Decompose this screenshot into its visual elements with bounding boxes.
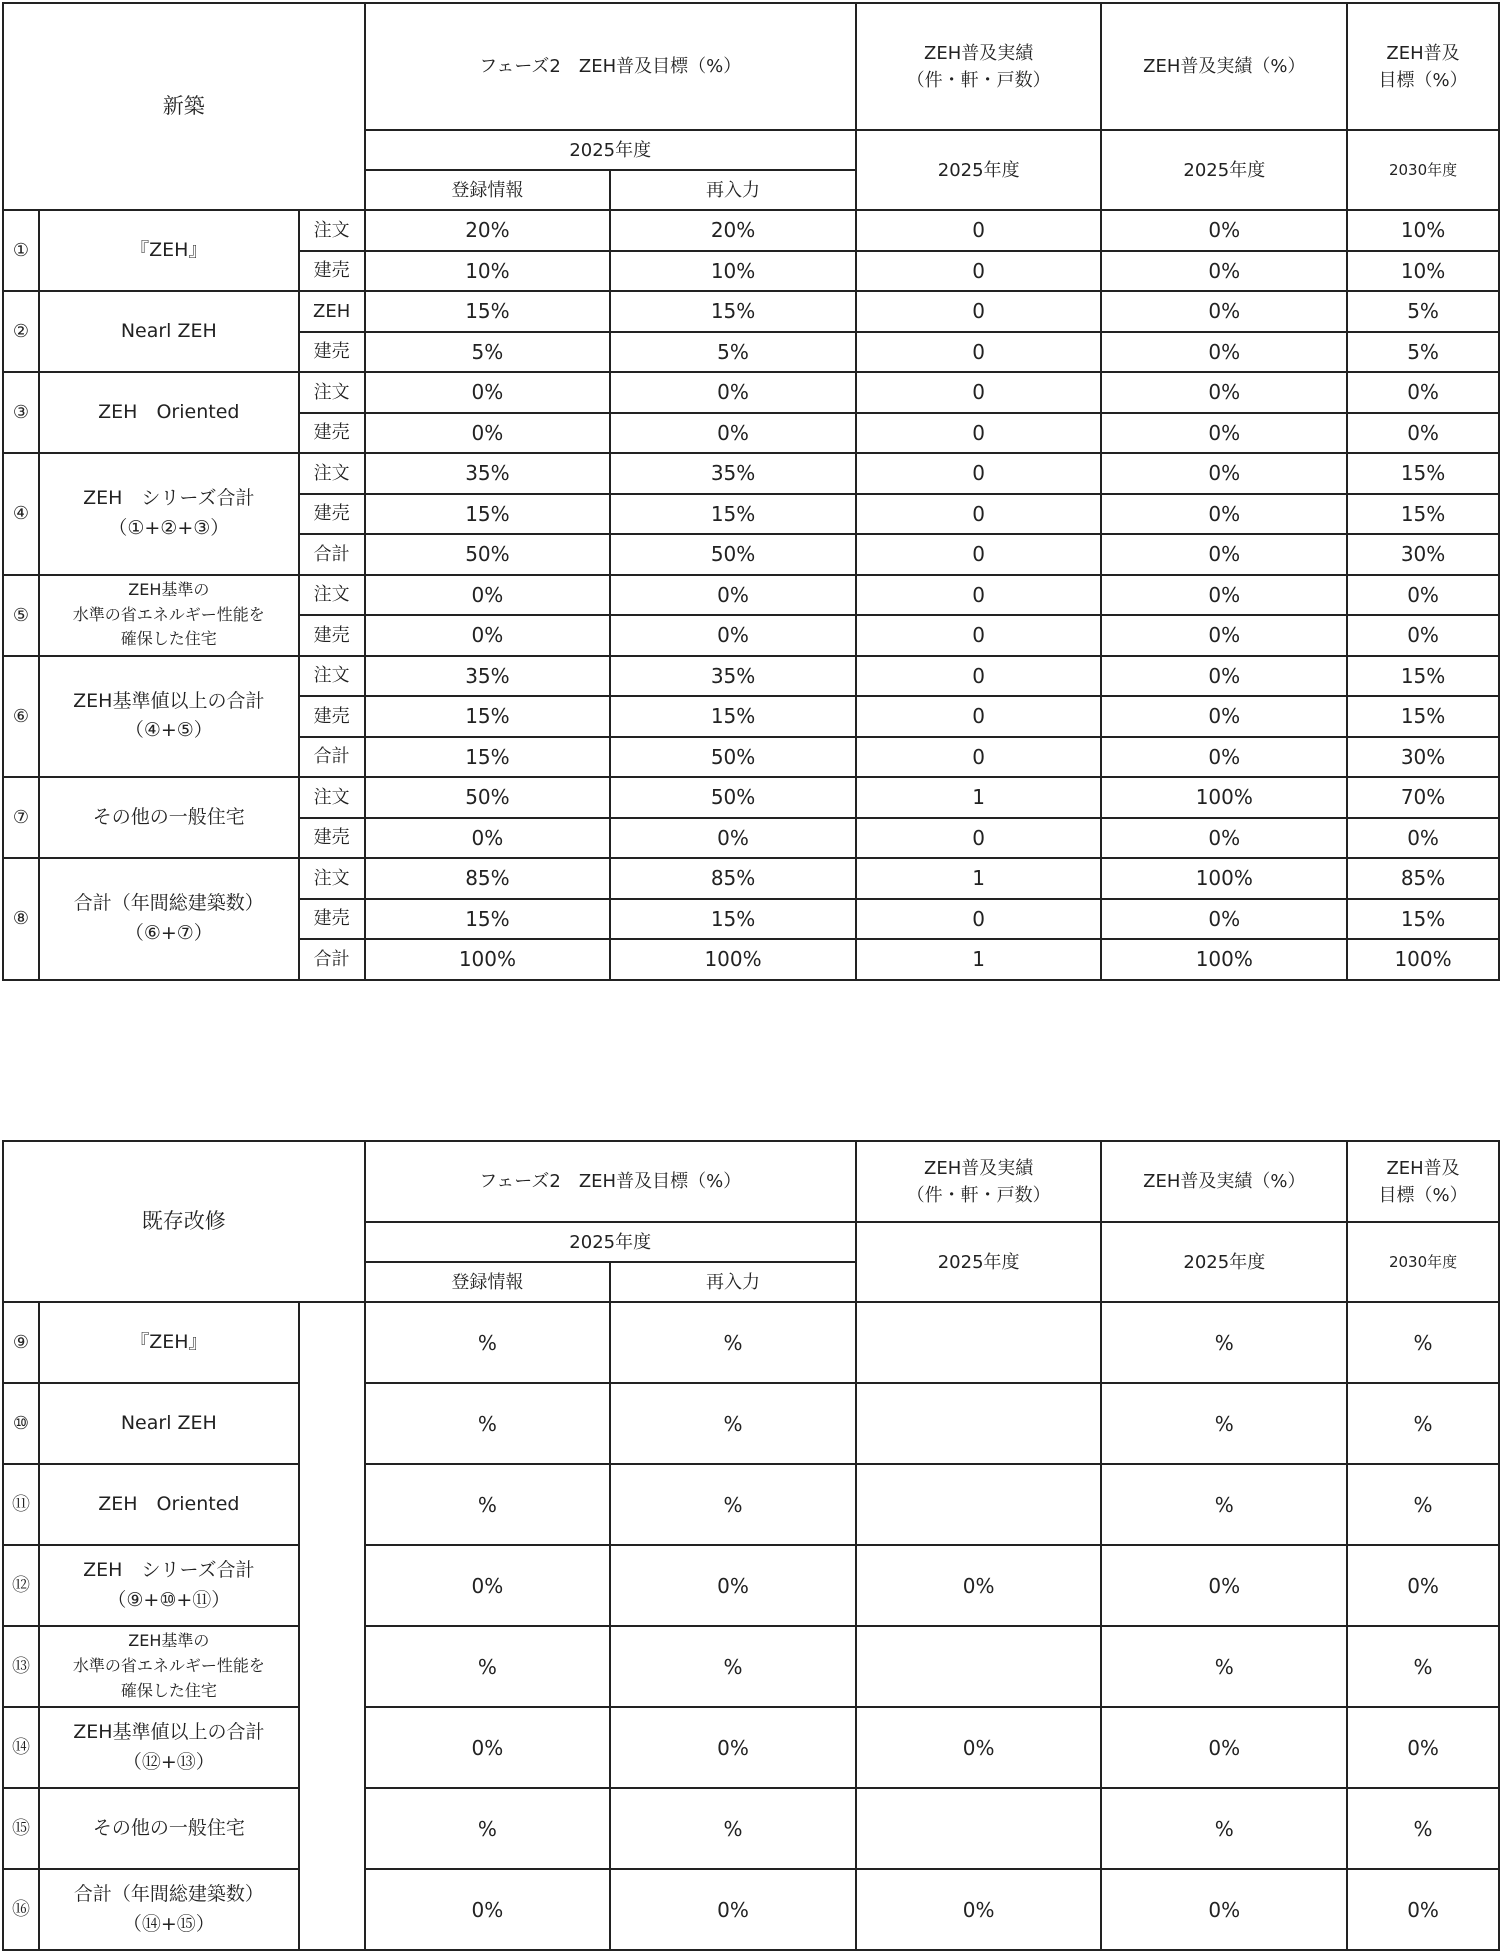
registered-info-header: 登録情報	[365, 1262, 611, 1302]
renovation-table	[2, 1140, 1500, 1951]
registered-value: 85%	[365, 858, 611, 899]
row-number: ②	[3, 291, 39, 372]
type-cell: 注文	[299, 453, 365, 494]
row-number: ③	[3, 372, 39, 453]
type-cell: 注文	[299, 858, 365, 899]
actual-pct-value: 0%	[1101, 737, 1347, 778]
target-2030-value: %	[1347, 1464, 1499, 1545]
registered-value: 100%	[365, 939, 611, 980]
table-row	[3, 453, 1499, 494]
row-number: ⑦	[3, 777, 39, 858]
registered-value: 0%	[365, 413, 611, 454]
type-cell: 注文	[299, 575, 365, 616]
target-2030-value: %	[1347, 1626, 1499, 1707]
actual-count-value: 0	[856, 534, 1102, 575]
registered-value: 0%	[365, 615, 611, 656]
year-2025-pct-header: 2025年度	[1101, 1222, 1347, 1302]
table-row	[3, 575, 1499, 616]
category-label: ZEH基準の 水準の省エネルギー性能を 確保した住宅	[39, 1626, 299, 1707]
category-label: 合計（年間総建築数） （⑭+⑮）	[39, 1869, 299, 1950]
actual-count-value: 0	[856, 210, 1102, 251]
actual-pct-value: %	[1101, 1383, 1347, 1464]
registered-value: %	[365, 1464, 611, 1545]
table-row	[3, 1788, 1499, 1869]
category-label: ZEH シリーズ合計 （①+②+③）	[39, 453, 299, 575]
registered-value: 0%	[365, 1707, 611, 1788]
renovation-title: 既存改修	[3, 1141, 365, 1302]
year-2025-header: 2025年度	[365, 130, 856, 170]
target-2030-value: 5%	[1347, 332, 1499, 373]
actual-count-value	[856, 1464, 1102, 1545]
category-label: 『ZEH』	[39, 210, 299, 291]
year-2025-header: 2025年度	[365, 1222, 856, 1262]
reentry-value: 85%	[610, 858, 856, 899]
type-cell: 建売	[299, 413, 365, 454]
target-2030-value: %	[1347, 1383, 1499, 1464]
reentry-value: 0%	[610, 1545, 856, 1626]
actual-pct-header: ZEH普及実績（%）	[1101, 3, 1347, 130]
target-2030-value: 10%	[1347, 210, 1499, 251]
target-2030-value: 15%	[1347, 899, 1499, 940]
phase2-target-header: フェーズ2 ZEH普及目標（%）	[365, 3, 856, 130]
actual-count-value	[856, 1383, 1102, 1464]
target-2030-value: 100%	[1347, 939, 1499, 980]
row-number: ①	[3, 210, 39, 291]
actual-count-value: 0	[856, 737, 1102, 778]
registered-value: %	[365, 1302, 611, 1383]
actual-count-value: 0	[856, 575, 1102, 616]
actual-count-value: 0	[856, 413, 1102, 454]
type-cell: ZEH	[299, 291, 365, 332]
reentry-value: 50%	[610, 777, 856, 818]
actual-pct-value: 0%	[1101, 413, 1347, 454]
type-cell-empty	[299, 1302, 365, 1950]
reentry-value: 50%	[610, 737, 856, 778]
category-label: ZEH Oriented	[39, 372, 299, 453]
reentry-value: %	[610, 1302, 856, 1383]
registered-value: 0%	[365, 372, 611, 413]
registered-value: 50%	[365, 777, 611, 818]
actual-count-value	[856, 1302, 1102, 1383]
type-cell: 建売	[299, 818, 365, 859]
actual-pct-value: 0%	[1101, 291, 1347, 332]
target-2030-value: 30%	[1347, 737, 1499, 778]
actual-pct-value: 0%	[1101, 1707, 1347, 1788]
actual-count-value: 1	[856, 858, 1102, 899]
reentry-value: 35%	[610, 656, 856, 697]
type-cell: 建売	[299, 332, 365, 373]
actual-count-value: 0	[856, 332, 1102, 373]
actual-count-value: 0	[856, 615, 1102, 656]
actual-count-value: 0	[856, 251, 1102, 292]
row-number: ⑤	[3, 575, 39, 656]
type-cell: 注文	[299, 656, 365, 697]
category-label: 合計（年間総建築数） （⑥+⑦）	[39, 858, 299, 980]
actual-pct-value: 0%	[1101, 372, 1347, 413]
target-2030-value: 0%	[1347, 413, 1499, 454]
reentry-value: 15%	[610, 696, 856, 737]
category-label: 『ZEH』	[39, 1302, 299, 1383]
registered-value: 0%	[365, 818, 611, 859]
target-2030-value: 0%	[1347, 818, 1499, 859]
reentry-value: %	[610, 1464, 856, 1545]
actual-count-header: ZEH普及実績 （件・軒・戸数）	[856, 3, 1102, 130]
row-number: ⑥	[3, 656, 39, 778]
reentry-value: 15%	[610, 494, 856, 535]
actual-count-value: 0%	[856, 1707, 1102, 1788]
registered-value: 20%	[365, 210, 611, 251]
category-label: ZEH Oriented	[39, 1464, 299, 1545]
registered-info-header: 登録情報	[365, 170, 611, 210]
actual-count-value: 0%	[856, 1869, 1102, 1950]
actual-count-value: 0	[856, 899, 1102, 940]
actual-pct-value: 0%	[1101, 899, 1347, 940]
year-2030-header: 2030年度	[1347, 130, 1499, 210]
actual-pct-value: 0%	[1101, 494, 1347, 535]
category-label: ZEH基準値以上の合計 （⑫+⑬）	[39, 1707, 299, 1788]
actual-pct-value: 0%	[1101, 615, 1347, 656]
row-number: ⑨	[3, 1302, 39, 1383]
actual-count-header: ZEH普及実績 （件・軒・戸数）	[856, 1141, 1102, 1222]
reentry-header: 再入力	[610, 170, 856, 210]
actual-pct-value: 100%	[1101, 777, 1347, 818]
type-cell: 合計	[299, 534, 365, 575]
registered-value: 15%	[365, 899, 611, 940]
table-row	[3, 777, 1499, 818]
reentry-value: 0%	[610, 615, 856, 656]
type-cell: 注文	[299, 372, 365, 413]
target-2030-value: 10%	[1347, 251, 1499, 292]
row-number: ⑬	[3, 1626, 39, 1707]
target-2030-value: 0%	[1347, 1545, 1499, 1626]
actual-pct-value: 0%	[1101, 453, 1347, 494]
actual-pct-value: 0%	[1101, 534, 1347, 575]
reentry-value: 10%	[610, 251, 856, 292]
category-label: Nearl ZEH	[39, 1383, 299, 1464]
actual-pct-value: %	[1101, 1302, 1347, 1383]
actual-pct-value: 100%	[1101, 858, 1347, 899]
registered-value: %	[365, 1788, 611, 1869]
type-cell: 建売	[299, 615, 365, 656]
reentry-value: %	[610, 1626, 856, 1707]
registered-value: 50%	[365, 534, 611, 575]
type-cell: 合計	[299, 737, 365, 778]
actual-count-value: 0	[856, 818, 1102, 859]
row-number: ⑧	[3, 858, 39, 980]
actual-pct-value: 0%	[1101, 818, 1347, 859]
actual-count-value: 0	[856, 494, 1102, 535]
actual-count-value: 0	[856, 453, 1102, 494]
phase2-target-header: フェーズ2 ZEH普及目標（%）	[365, 1141, 856, 1222]
category-label: ZEH基準の 水準の省エネルギー性能を 確保した住宅	[39, 575, 299, 656]
reentry-header: 再入力	[610, 1262, 856, 1302]
row-number: ⑮	[3, 1788, 39, 1869]
reentry-value: %	[610, 1788, 856, 1869]
registered-value: 35%	[365, 656, 611, 697]
reentry-value: 0%	[610, 575, 856, 616]
target-2030-value: 70%	[1347, 777, 1499, 818]
target-2030-value: 0%	[1347, 1707, 1499, 1788]
table-row	[3, 1464, 1499, 1545]
table-row	[3, 1626, 1499, 1707]
target-2030-value: 0%	[1347, 372, 1499, 413]
actual-count-value: 0	[856, 372, 1102, 413]
registered-value: 0%	[365, 1545, 611, 1626]
target-2030-value: 15%	[1347, 453, 1499, 494]
registered-value: %	[365, 1383, 611, 1464]
registered-value: 10%	[365, 251, 611, 292]
actual-count-value: 1	[856, 939, 1102, 980]
target-2030-value: 85%	[1347, 858, 1499, 899]
registered-value: %	[365, 1626, 611, 1707]
target-2030-value: 0%	[1347, 1869, 1499, 1950]
target-2030-value: 0%	[1347, 575, 1499, 616]
table-row	[3, 858, 1499, 899]
reentry-value: 0%	[610, 372, 856, 413]
type-cell: 建売	[299, 899, 365, 940]
new-build-title: 新築	[3, 3, 365, 210]
reentry-value: 0%	[610, 818, 856, 859]
actual-pct-value: 0%	[1101, 332, 1347, 373]
actual-count-value	[856, 1626, 1102, 1707]
registered-value: 15%	[365, 291, 611, 332]
type-cell: 注文	[299, 777, 365, 818]
row-number: ⑭	[3, 1707, 39, 1788]
target-2030-header: ZEH普及 目標（%）	[1347, 1141, 1499, 1222]
table-row	[3, 1545, 1499, 1626]
actual-count-value: 1	[856, 777, 1102, 818]
target-2030-value: 0%	[1347, 615, 1499, 656]
actual-count-value: 0	[856, 291, 1102, 332]
target-2030-value: 15%	[1347, 656, 1499, 697]
row-number: ⑫	[3, 1545, 39, 1626]
actual-pct-value: 0%	[1101, 656, 1347, 697]
registered-value: 15%	[365, 494, 611, 535]
actual-pct-value: %	[1101, 1788, 1347, 1869]
reentry-value: 5%	[610, 332, 856, 373]
registered-value: 0%	[365, 575, 611, 616]
target-2030-header: ZEH普及 目標（%）	[1347, 3, 1499, 130]
reentry-value: 20%	[610, 210, 856, 251]
year-2025-count-header: 2025年度	[856, 130, 1102, 210]
year-2025-count-header: 2025年度	[856, 1222, 1102, 1302]
reentry-value: 15%	[610, 899, 856, 940]
reentry-value: %	[610, 1383, 856, 1464]
table-row	[3, 1707, 1499, 1788]
target-2030-value: 15%	[1347, 494, 1499, 535]
actual-count-value: 0	[856, 696, 1102, 737]
registered-value: 15%	[365, 696, 611, 737]
reentry-value: 100%	[610, 939, 856, 980]
target-2030-value: 5%	[1347, 291, 1499, 332]
table-row	[3, 291, 1499, 332]
reentry-value: 15%	[610, 291, 856, 332]
table-row	[3, 1302, 1499, 1383]
category-label: その他の一般住宅	[39, 1788, 299, 1869]
actual-count-value	[856, 1788, 1102, 1869]
actual-pct-value: %	[1101, 1626, 1347, 1707]
type-cell: 注文	[299, 210, 365, 251]
table-row	[3, 1383, 1499, 1464]
actual-pct-value: 0%	[1101, 575, 1347, 616]
row-number: ⑪	[3, 1464, 39, 1545]
table-row	[3, 1869, 1499, 1950]
target-2030-value: %	[1347, 1788, 1499, 1869]
registered-value: 15%	[365, 737, 611, 778]
registered-value: 5%	[365, 332, 611, 373]
actual-pct-value: 0%	[1101, 210, 1347, 251]
actual-count-value: 0%	[856, 1545, 1102, 1626]
reentry-value: 0%	[610, 1707, 856, 1788]
reentry-value: 35%	[610, 453, 856, 494]
new-build-table	[2, 2, 1500, 981]
type-cell: 建売	[299, 251, 365, 292]
type-cell: 建売	[299, 696, 365, 737]
registered-value: 35%	[365, 453, 611, 494]
actual-count-value: 0	[856, 656, 1102, 697]
table-row	[3, 372, 1499, 413]
category-label: ZEH シリーズ合計 （⑨+⑩+⑪）	[39, 1545, 299, 1626]
actual-pct-value: 100%	[1101, 939, 1347, 980]
row-number: ⑯	[3, 1869, 39, 1950]
category-label: ZEH基準値以上の合計 （④+⑤）	[39, 656, 299, 778]
type-cell: 建売	[299, 494, 365, 535]
reentry-value: 50%	[610, 534, 856, 575]
row-number: ⑩	[3, 1383, 39, 1464]
target-2030-value: %	[1347, 1302, 1499, 1383]
actual-pct-header: ZEH普及実績（%）	[1101, 1141, 1347, 1222]
target-2030-value: 15%	[1347, 696, 1499, 737]
year-2030-header: 2030年度	[1347, 1222, 1499, 1302]
actual-pct-value: 0%	[1101, 1869, 1347, 1950]
table-row	[3, 656, 1499, 697]
reentry-value: 0%	[610, 413, 856, 454]
reentry-value: 0%	[610, 1869, 856, 1950]
year-2025-pct-header: 2025年度	[1101, 130, 1347, 210]
target-2030-value: 30%	[1347, 534, 1499, 575]
actual-pct-value: 0%	[1101, 696, 1347, 737]
row-number: ④	[3, 453, 39, 575]
actual-pct-value: 0%	[1101, 251, 1347, 292]
actual-pct-value: 0%	[1101, 1545, 1347, 1626]
type-cell: 合計	[299, 939, 365, 980]
actual-pct-value: %	[1101, 1464, 1347, 1545]
table-row	[3, 210, 1499, 251]
category-label: その他の一般住宅	[39, 777, 299, 858]
category-label: Nearl ZEH	[39, 291, 299, 372]
registered-value: 0%	[365, 1869, 611, 1950]
